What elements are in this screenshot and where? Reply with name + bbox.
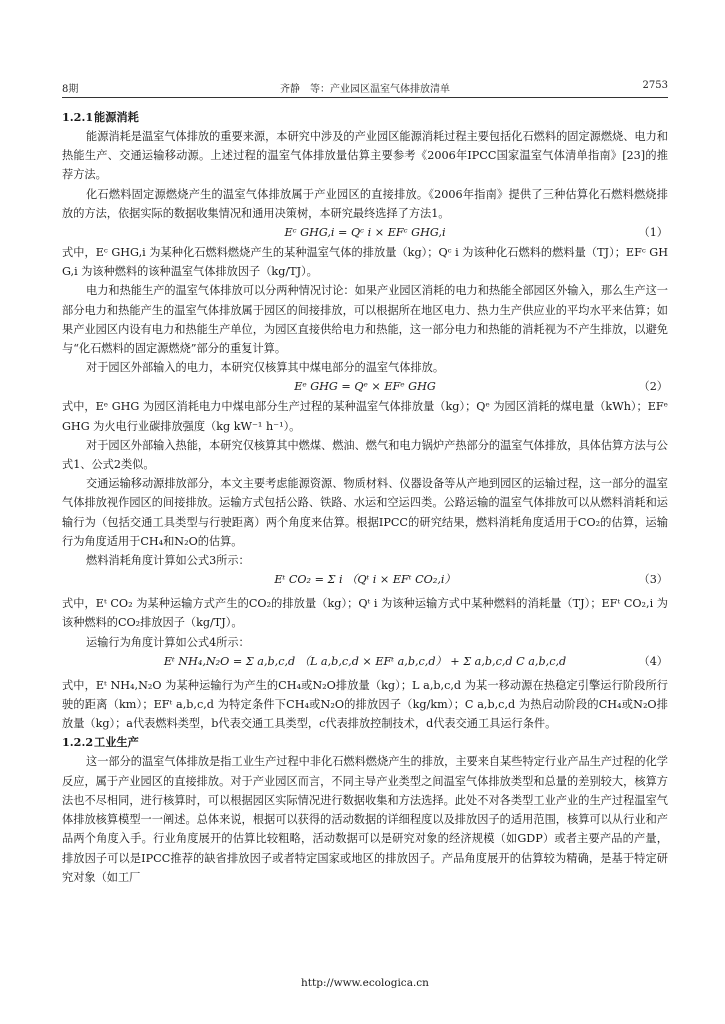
equation-3: Eᵗ CO₂ = Σ i （Qᵗ i × EFᵗ CO₂,i） （3） <box>62 570 668 594</box>
paragraph: 式中，Eᶜ GHG,i 为某种化石燃料燃烧产生的某种温室气体的排放量（kg）；Qᶜ i 为该种化石燃料的燃料量（TJ）；EFᶜ GHG,i 为该种燃料的该种温室气体排放因子（kg/TJ）。 <box>62 246 668 279</box>
running-title: 齐静 等：产业园区温室气体排放清单 <box>280 84 450 95</box>
page-number: 2753 <box>642 80 668 91</box>
paragraph: 化石燃料固定源燃烧产生的温室气体排放属于产业园区的直接排放。《2006年指南》提供了三种估算化石燃料燃烧排放的方法，依据实际的数据收集情况和通用决策树，本研究最终选择了方法1。 <box>62 187 668 220</box>
paragraph: 这一部分的温室气体排放是指工业生产过程中非化石燃料燃烧产生的排放，主要来自某些特定行业产品生产过程的化学反应，属于产业园区的直接排放。对于产业园区而言，不同主导产业类型之间温室气体排放类型和总量的差别较大，核算方法也不尽相同，进行核算时，可以根据园区实际情况进行数据收集和方法选择。此处不对各类型工业产业的生产过程温室气体排放核算模型一一阐述。总体来说，根据可以获得的活动数据的详细程度以及排放因子的适用范围，核算可以从行业和产品两个角度入手。行业角度展开的估算比较粗略，活动数据可以是研究对象的经济规模（如GDP）或者主要产品的产量，排放因子可以是IPCC推荐的缺省排放因子或者特定国家或地区的排放因子。产品角度展开的估算较为精确，是基于特定研究对象（如工厂 <box>62 755 668 884</box>
running-header <box>62 80 668 96</box>
equation-number: （3） <box>638 573 668 587</box>
paragraph: 电力和热能生产的温室气体排放可以分两种情况讨论：如果产业园区消耗的电力和热能全部园区外输入，那么生产这一部分电力和热能产生的温室气体排放属于园区的间接排放，可以根据所在地区电力、热力生产供应业的平均水平来估算；如果产业园区内设有电力和热能生产单位，为园区直接供给电力和热能，这一部分电力和热能的消耗视为不产生排放，以避免与“化石燃料的固定源燃烧”部分的重复计算。 <box>62 284 668 356</box>
paragraph: 对于园区外部输入的电力，本研究仅核算其中煤电部分的温室气体排放。 <box>86 361 445 375</box>
equation-1: Eᶜ GHG,i = Qᶜ i × EFᶜ GHG,i （1） <box>62 223 668 243</box>
equation-4: Eᵗ NH₄,N₂O = Σ a,b,c,d （L a,b,c,d × EFᵗ a,b,c,d） + Σ a,b,c,d C a,b,c,d （4） <box>62 652 668 676</box>
paragraph: 燃料消耗角度计算如公式3所示： <box>86 554 250 568</box>
header-rule <box>62 97 668 98</box>
issue-number: 8期 <box>62 84 79 95</box>
paragraph: 式中，Eᵗ NH₄,N₂O 为某种运输行为产生的CH₄或N₂O排放量（kg）；L a,b,c,d 为某一移动源在热稳定引擎运行阶段所行驶的距离（km）；EFᵗ a,b,c,d 为特定条件下CH₄或N₂O的排放因子（kg/km）；C a,b,c,d 为热启动阶段的CH₄或N₂O排放量（kg）；a代表燃料类型，b代表交通工具类型，c代表排放控制技术，d代表交通工具运行条件。 <box>62 678 668 731</box>
article-body <box>62 108 668 887</box>
paragraph: 对于园区外部输入热能，本研究仅核算其中燃煤、燃油、燃气和电力锅炉产热部分的温室气体排放，具体估算方法与公式1、公式2类似。 <box>62 438 668 472</box>
section-heading-1-2-2: 1.2.2工业生产 <box>62 735 139 750</box>
equation-number: （4） <box>638 654 668 668</box>
paragraph: 式中，Eᵉ GHG 为园区消耗电力中煤电部分生产过程的某种温室气体排放量（kg）；Qᵉ 为园区消耗的煤电量（kWh）；EFᵉ GHG 为火电行业碳排放强度（kg kW⁻¹ h⁻¹）。 <box>62 400 668 433</box>
section-heading-1-2-1: 1.2.1能源消耗 <box>62 110 139 124</box>
journal-url: http://www.ecologica.cn <box>301 977 429 989</box>
equation-number: （2） <box>638 380 668 394</box>
paragraph: 交通运输移动源排放部分，本文主要考虑能源资源、物质材料、仪器设备等从产地到园区的运输过程，这一部分的温室气体排放视作园区的间接排放。运输方式包括公路、铁路、水运和空运四类。公路运输的温室气体排放可以从燃料消耗和运输行为（包括交通工具类型与行驶距离）两个角度来估算。根据IPCC的研究结果，燃料消耗角度适用于CO₂的估算，运输行为角度适用于CH₄和N₂O的估算。 <box>62 477 668 548</box>
equation-number: （1） <box>638 226 668 240</box>
paper-page <box>62 0 668 1024</box>
paragraph: 式中，Eᵗ CO₂ 为某种运输方式产生的CO₂的排放量（kg）；Qᵗ i 为该种运输方式中某种燃料的消耗量（TJ）；EFᵗ CO₂,i 为该种燃料的CO₂排放因子（kg/TJ）。 <box>62 597 668 630</box>
paragraph: 能源消耗是温室气体排放的重要来源，本研究中涉及的产业园区能源消耗过程主要包括化石燃料的固定源燃烧、电力和热能生产、交通运输移动源。上述过程的温室气体排放量估算主要参考《2006年IPCC国家温室气体清单指南》[23]的推荐方法。 <box>62 130 668 182</box>
equation-2: Eᵉ GHG = Qᵉ × EFᵉ GHG （2） <box>62 377 668 397</box>
paragraph: 运输行为角度计算如公式4所示： <box>86 635 250 649</box>
